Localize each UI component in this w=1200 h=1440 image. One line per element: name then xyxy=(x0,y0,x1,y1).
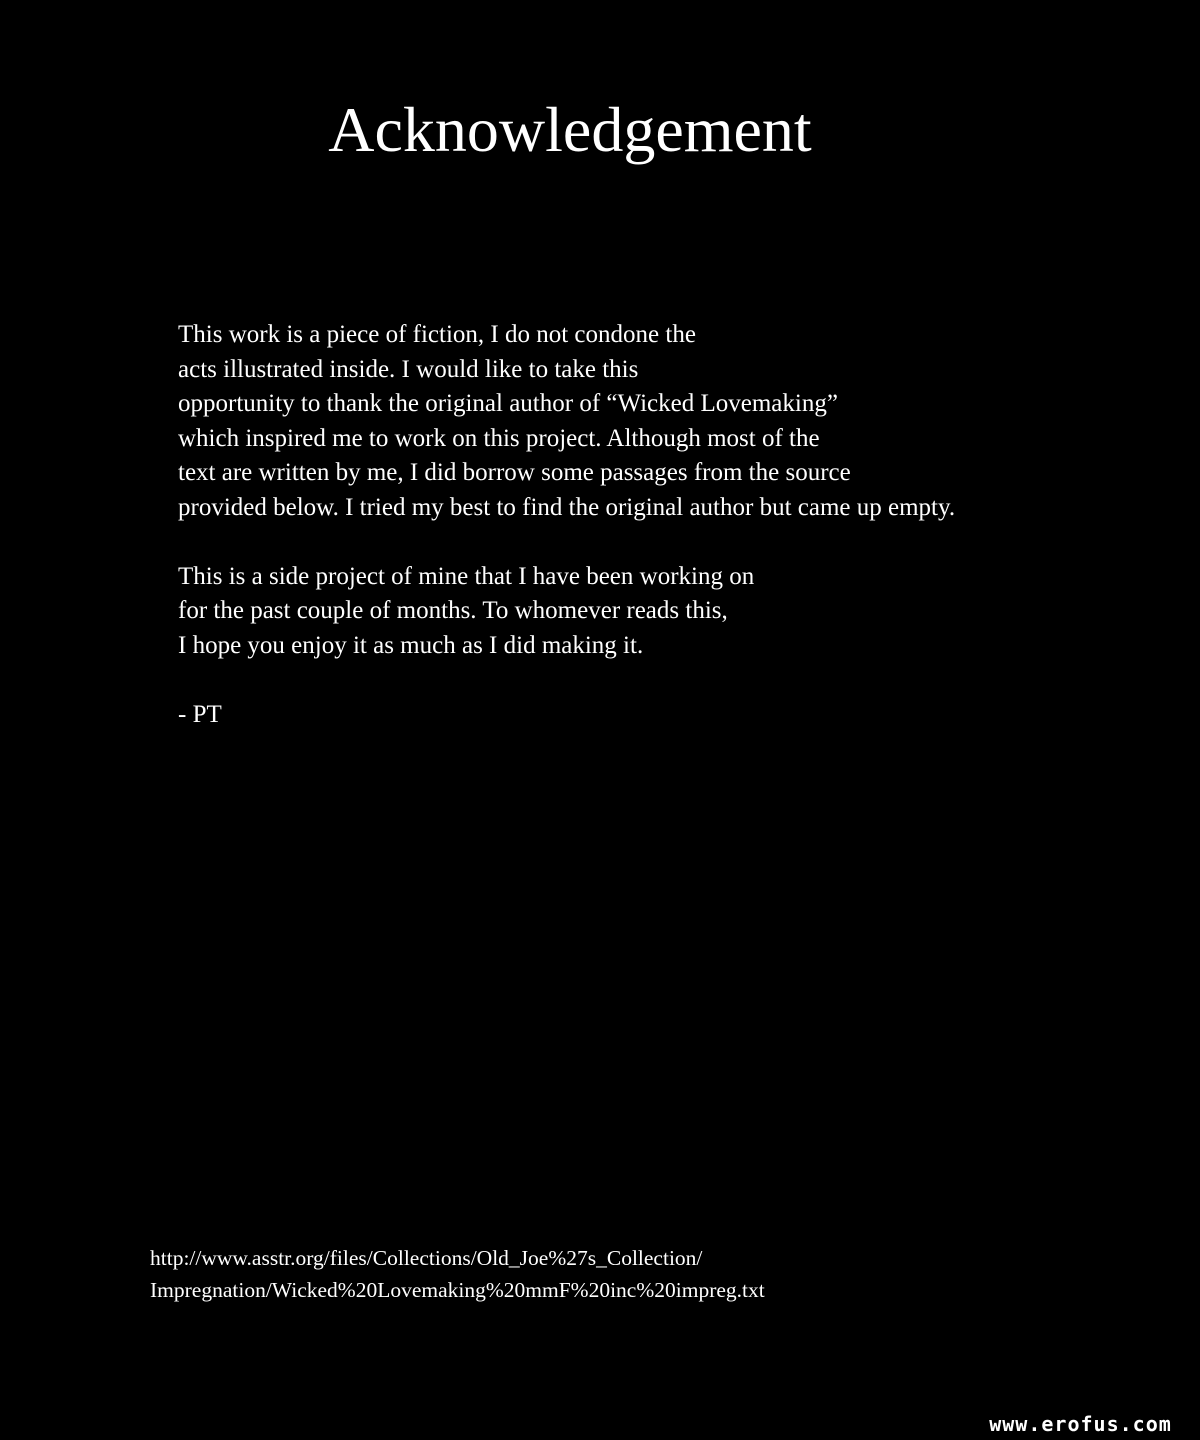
source-url-line: http://www.asstr.org/files/Collections/Old_Joe%27s_Collection/ xyxy=(150,1246,703,1270)
page-title: Acknowledgement xyxy=(328,94,812,165)
text-line: provided below. I tried my best to find the original author but came up empty. xyxy=(178,493,956,521)
text-line: which inspired me to work on this project. Although most of the xyxy=(178,424,820,452)
text-line: This work is a piece of fiction, I do not condone the xyxy=(178,321,696,348)
text-line: for the past couple of months. To whomever reads this, xyxy=(178,597,728,624)
paragraph-side-project xyxy=(178,560,1138,664)
text-line: text are written by me, I did borrow some passages from the source xyxy=(178,459,851,486)
site-watermark: www.erofus.com xyxy=(961,1408,1200,1440)
text-line: This is a side project of mine that I have been working on xyxy=(178,562,755,590)
source-link xyxy=(150,1242,765,1306)
text-line: I hope you enjoy it as much as I did making it. xyxy=(178,631,644,659)
paragraph-spacer xyxy=(178,525,1138,560)
acknowledgement-body xyxy=(178,318,1138,732)
text-line: acts illustrated inside. I would like to take this xyxy=(178,355,639,383)
text-line: opportunity to thank the original author of “Wicked Lovemaking” xyxy=(178,390,838,417)
paragraph-spacer xyxy=(178,663,1138,698)
signature: - PT xyxy=(178,700,222,728)
source-url-line: Impregnation/Wicked%20Lovemaking%20mmF%20inc%20impreg.txt xyxy=(150,1278,765,1302)
paragraph-fiction-notice xyxy=(178,318,1138,525)
